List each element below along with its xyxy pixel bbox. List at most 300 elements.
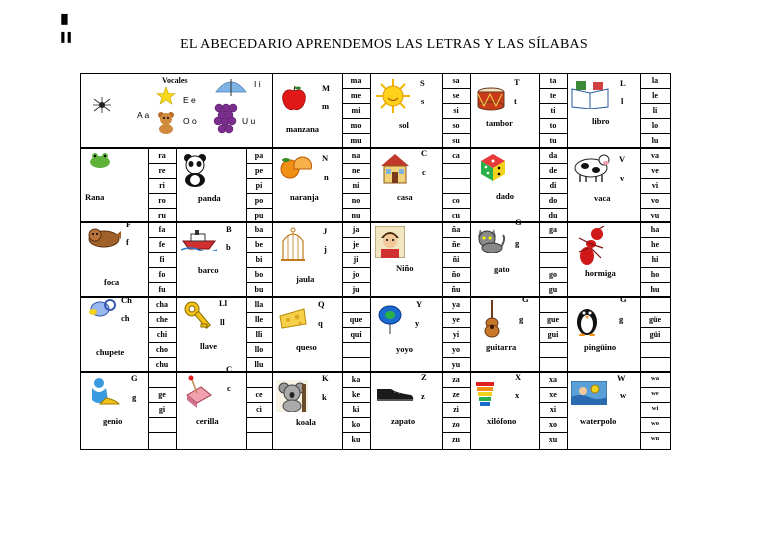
word-yoyo: yoyo <box>396 344 413 354</box>
syllable-gue-0: güe <box>649 315 661 324</box>
syllable-divider <box>539 252 567 253</box>
syllable-l-1: le <box>652 91 658 100</box>
word-dado: dado <box>496 191 514 201</box>
letter-ch-lower: ch <box>121 313 130 323</box>
syllable-divider <box>442 417 470 418</box>
seal-icon <box>86 225 122 249</box>
syllable-p-2: pi <box>255 181 263 190</box>
word-tambor: tambor <box>486 118 513 128</box>
vowel-u: U u <box>242 116 256 126</box>
syllable-divider <box>246 312 272 313</box>
syllable-divider <box>148 417 176 418</box>
letter-f-upper: F <box>126 219 132 229</box>
syllable-ll-4: llu <box>254 360 264 369</box>
vowel-i: I i <box>254 79 261 89</box>
syllable-divider <box>342 402 370 403</box>
syllable-divider <box>640 193 670 194</box>
syllable-divider <box>539 432 567 433</box>
syllable-h-1: he <box>651 240 659 249</box>
syllable-divider <box>640 133 670 134</box>
syllable-divider <box>442 118 470 119</box>
syllable-divider <box>342 252 370 253</box>
syllable-divider <box>148 252 176 253</box>
syllable-j-4: ju <box>352 285 360 294</box>
syllable-gu-1: gui <box>547 330 559 339</box>
syllable-divider <box>442 88 470 89</box>
letter-g-lower-genio: g <box>132 392 137 402</box>
letter-y-upper: Y <box>416 299 423 309</box>
syllable-t-1: te <box>549 91 557 100</box>
syllable-p-3: po <box>254 196 264 205</box>
syllable-b-4: bu <box>254 285 264 294</box>
syllable-y-3: yo <box>452 345 460 354</box>
cat-icon <box>474 227 506 253</box>
syllable-t-0: ta <box>549 76 557 85</box>
syllable-divider <box>342 312 370 313</box>
syllable-g-0: ge <box>158 390 166 399</box>
word-pinguino: pingüino <box>584 342 617 352</box>
syllable-divider <box>442 357 470 358</box>
syllable-divider <box>246 357 272 358</box>
letter-t-lower: t <box>514 96 517 106</box>
letter-l-lower: l <box>621 96 624 106</box>
letter-c-upper: C <box>421 148 428 158</box>
word-guitarra: guitarra <box>486 342 517 352</box>
letter-w-upper: W <box>617 373 626 383</box>
syllable-divider <box>539 118 567 119</box>
syllable-divider <box>539 402 567 403</box>
syllable-divider <box>246 208 272 209</box>
letter-ll-upper: Ll <box>219 298 228 308</box>
syllable-divider <box>539 267 567 268</box>
syllable-divider <box>442 208 470 209</box>
syllable-f-1: fe <box>158 240 166 249</box>
umbrella-icon <box>214 76 248 96</box>
letter-c-upper-cerilla: C <box>226 364 233 374</box>
syllable-l-2: li <box>652 106 658 115</box>
syllable-j-2: ji <box>353 255 359 264</box>
syllable-divider <box>148 193 176 194</box>
syllable-divider <box>246 267 272 268</box>
word-waterpolo: waterpolo <box>580 416 617 426</box>
syllable-divider <box>342 208 370 209</box>
syllable-b-3: bo <box>254 270 264 279</box>
penguin-icon <box>574 304 600 336</box>
book-icon <box>570 79 610 109</box>
syllable-z-0: za <box>452 375 460 384</box>
syllable-n-2: ni <box>352 181 360 190</box>
syllable-c-0: ca <box>452 151 460 160</box>
syllable-l-0: la <box>651 76 659 85</box>
syllable-divider <box>148 237 176 238</box>
letter-q-lower: q <box>318 318 323 328</box>
syllable-z-4: zu <box>452 435 460 444</box>
syllable-r-0: ra <box>158 151 166 160</box>
syllable-z-1: ze <box>452 390 460 399</box>
spider-icon <box>93 96 111 114</box>
vowels-label: Vocales <box>162 76 188 85</box>
syllable-n-0: na <box>351 151 361 160</box>
syllable-k-4: ku <box>351 435 361 444</box>
letter-q-upper: Q <box>318 299 325 309</box>
syllable-divider <box>148 342 176 343</box>
syllable-divider <box>342 327 370 328</box>
syllable-g-0: ga <box>549 225 557 234</box>
syllable-ll-2: lli <box>255 330 263 339</box>
syllable-divider <box>342 342 370 343</box>
letter-v-lower: v <box>620 173 625 183</box>
syllable-divider <box>246 282 272 283</box>
waterpolo-icon <box>571 381 607 405</box>
word-vaca: vaca <box>594 193 611 203</box>
syllable-h-4: hu <box>650 285 660 294</box>
syllable-f-3: fo <box>158 270 166 279</box>
syllable-divider <box>342 88 370 89</box>
syllable-divider <box>640 178 670 179</box>
letter-g-lower-guitarra: g <box>519 314 524 324</box>
letter-b-lower: b <box>226 242 231 252</box>
syllable-d-4: du <box>548 211 558 220</box>
syllable-z-3: zo <box>452 420 460 429</box>
syllable-divider <box>246 342 272 343</box>
syllable-divider <box>539 103 567 104</box>
syllable-divider <box>442 402 470 403</box>
syllable-t-3: to <box>549 121 557 130</box>
syllable-h-2: hi <box>651 255 659 264</box>
syllable-s-4: su <box>452 136 460 145</box>
syllable-divider <box>539 282 567 283</box>
letter-ch-upper: Ch <box>121 295 132 305</box>
letter-n-upper: N <box>322 153 329 163</box>
syllable-s-1: se <box>452 91 460 100</box>
word-cerilla: cerilla <box>196 416 219 426</box>
syllable-ll-0: lla <box>254 300 264 309</box>
syllable-y-2: yi <box>452 330 460 339</box>
letter-j-lower: j <box>324 244 327 254</box>
syllable-divider <box>246 387 272 388</box>
syllable-v-2: vi <box>651 181 659 190</box>
syllable-divider <box>442 432 470 433</box>
syllable-divider <box>442 252 470 253</box>
star-icon <box>156 86 176 106</box>
letter-g-upper-genio: G <box>131 373 138 383</box>
word-casa: casa <box>397 192 413 202</box>
shoe-icon <box>375 383 415 403</box>
syllable-b-2: bi <box>255 255 263 264</box>
syllable-divider <box>640 417 670 418</box>
syllable-divider <box>640 103 670 104</box>
syllable-c-2: cu <box>452 211 460 220</box>
letter-z-lower: z <box>421 391 425 401</box>
word-sol: sol <box>399 120 409 130</box>
syllable-m-3: mo <box>350 121 362 130</box>
teddy-bear-icon <box>156 110 176 134</box>
syllable-k-1: ke <box>352 390 360 399</box>
apple-icon <box>280 84 308 112</box>
letter-v-upper: V <box>619 154 626 164</box>
syllable-divider <box>246 163 272 164</box>
syllable-ny-2: ñi <box>452 255 460 264</box>
genie-icon <box>86 376 120 406</box>
matchbox-icon <box>183 375 213 409</box>
syllable-divider <box>442 327 470 328</box>
syllable-divider <box>539 208 567 209</box>
syllable-divider <box>640 387 670 388</box>
word-foca: foca <box>104 277 120 287</box>
syllable-divider <box>640 208 670 209</box>
syllable-divider <box>246 193 272 194</box>
syllable-divider <box>148 267 176 268</box>
syllable-divider <box>442 282 470 283</box>
syllable-d-2: di <box>549 181 557 190</box>
word-panda: panda <box>198 193 221 203</box>
syllable-p-0: pa <box>254 151 264 160</box>
syllable-t-2: ti <box>550 106 556 115</box>
syllable-divider <box>640 342 670 343</box>
syllable-k-3: ko <box>351 420 361 429</box>
syllable-w-1: we <box>651 390 659 397</box>
word-libro: libro <box>592 116 610 126</box>
syllable-divider <box>246 417 272 418</box>
syllable-divider <box>442 342 470 343</box>
syllable-divider <box>342 103 370 104</box>
syllable-divider <box>539 312 567 313</box>
word-chupete: chupete <box>96 347 125 357</box>
syllable-q-0: que <box>349 315 363 324</box>
syllable-v-1: ve <box>651 166 659 175</box>
syllable-s-2: si <box>453 106 459 115</box>
letter-j-upper: J <box>323 226 328 236</box>
syllable-divider <box>442 237 470 238</box>
syllable-v-0: va <box>651 151 659 160</box>
syllable-x-0: xa <box>549 375 557 384</box>
syllable-divider <box>342 417 370 418</box>
syllable-g-1: gi <box>158 405 166 414</box>
letter-m-lower: m <box>322 101 330 111</box>
syllable-h-0: ha <box>650 225 660 234</box>
syllable-divider <box>640 282 670 283</box>
syllable-ch-2: chi <box>156 330 168 339</box>
panda-icon <box>180 152 210 188</box>
syllable-y-4: yu <box>451 360 461 369</box>
boat-icon <box>181 229 217 251</box>
syllable-y-1: ye <box>452 315 460 324</box>
syllable-f-2: fi <box>159 255 165 264</box>
syllable-divider <box>640 432 670 433</box>
syllable-divider <box>148 282 176 283</box>
guitar-icon <box>484 300 500 338</box>
syllable-divider <box>640 312 670 313</box>
ant-icon <box>575 226 607 268</box>
syllable-divider <box>148 163 176 164</box>
letter-s-upper: S <box>420 78 425 88</box>
syllable-divider <box>442 133 470 134</box>
syllable-w-2: wi <box>651 405 659 412</box>
letter-g-lower-pinguino: g <box>619 314 624 324</box>
syllable-b-0: ba <box>254 225 264 234</box>
syllable-x-1: xe <box>549 390 557 399</box>
syllable-v-4: vu <box>650 211 660 220</box>
syllable-p-4: pu <box>254 211 264 220</box>
letter-b-upper: B <box>226 224 232 234</box>
syllable-divider <box>342 282 370 283</box>
letter-z-upper: Z <box>421 372 427 382</box>
letter-ll-lower: ll <box>220 317 225 327</box>
syllable-divider <box>640 357 670 358</box>
syllable-divider <box>640 327 670 328</box>
syllable-ch-4: chu <box>155 360 169 369</box>
syllable-divider <box>539 387 567 388</box>
syllable-ny-1: ñe <box>452 240 460 249</box>
letter-g-upper-pinguino: G <box>620 294 627 304</box>
syllable-r-1: re <box>158 166 166 175</box>
syllable-divider <box>342 163 370 164</box>
letter-x-lower: x <box>515 390 520 400</box>
syllable-divider <box>148 357 176 358</box>
syllable-ch-0: cha <box>156 300 168 309</box>
syllable-x-2: xi <box>549 405 557 414</box>
syllable-divider <box>539 237 567 238</box>
syllable-divider <box>148 387 176 388</box>
syllable-divider <box>539 342 567 343</box>
syllable-n-1: ne <box>352 166 360 175</box>
syllable-m-0: ma <box>350 76 362 85</box>
syllable-l-4: lu <box>651 136 659 145</box>
syllable-divider <box>246 252 272 253</box>
letter-k-upper: K <box>322 373 329 383</box>
syllable-divider <box>246 327 272 328</box>
syllable-divider <box>342 178 370 179</box>
xylophone-icon <box>474 380 496 410</box>
syllable-divider <box>442 312 470 313</box>
syllable-ny-3: ño <box>451 270 461 279</box>
syllable-n-4: nu <box>351 211 361 220</box>
word-jaula: jaula <box>296 274 315 284</box>
syllable-s-3: so <box>452 121 460 130</box>
syllable-m-4: mu <box>350 136 362 145</box>
letter-g-upper-gato: G <box>515 217 522 227</box>
syllable-j-1: je <box>352 240 360 249</box>
syllable-x-4: xu <box>548 435 558 444</box>
syllable-p-1: pe <box>255 166 263 175</box>
letter-m-upper: M <box>322 83 331 93</box>
syllable-divider <box>640 163 670 164</box>
corner-mark: ▐▌ <box>58 14 71 24</box>
syllable-r-4: ru <box>158 211 166 220</box>
letter-s-lower: s <box>421 96 425 106</box>
syllable-divider <box>640 88 670 89</box>
key-icon <box>183 300 211 334</box>
syllable-w-3: wo <box>651 420 659 427</box>
vowel-o: O o <box>183 116 197 126</box>
syllable-r-3: ro <box>158 196 166 205</box>
word-queso: queso <box>296 342 317 352</box>
syllable-q-1: qui <box>350 330 362 339</box>
syllable-divider <box>539 163 567 164</box>
syllable-b-1: be <box>255 240 263 249</box>
syllable-divider <box>539 178 567 179</box>
syllable-divider <box>342 193 370 194</box>
syllable-divider <box>640 237 670 238</box>
syllable-w-4: wu <box>650 435 660 442</box>
cow-icon <box>571 150 611 184</box>
house-icon <box>380 153 410 185</box>
syllable-d-0: da <box>548 151 558 160</box>
word-naranja: naranja <box>290 192 319 202</box>
letter-c-lower: c <box>422 167 426 177</box>
letter-k-lower: k <box>322 392 327 402</box>
syllable-divider <box>246 237 272 238</box>
syllable-divider <box>640 118 670 119</box>
page-title: EL ABECEDARIO APRENDEMOS LAS LETRAS Y LAS SÍLABAS <box>180 37 588 52</box>
syllable-l-3: lo <box>651 121 659 130</box>
frog-icon <box>88 151 112 169</box>
syllable-c-1: ci <box>256 405 262 414</box>
vowel-a: A a <box>137 110 150 120</box>
syllable-divider <box>148 432 176 433</box>
syllable-k-2: ki <box>352 405 360 414</box>
word-rana: Rana <box>85 192 105 202</box>
syllable-t-4: tu <box>549 136 557 145</box>
syllable-divider <box>246 402 272 403</box>
syllable-v-3: vo <box>651 196 659 205</box>
syllable-divider <box>539 88 567 89</box>
syllable-divider <box>246 178 272 179</box>
syllable-d-1: de <box>549 166 557 175</box>
syllable-divider <box>640 252 670 253</box>
orange-icon <box>278 156 312 180</box>
letter-n-lower: n <box>324 172 329 182</box>
syllable-divider <box>148 312 176 313</box>
syllable-divider <box>442 103 470 104</box>
syllable-j-0: ja <box>352 225 360 234</box>
syllable-f-4: fu <box>158 285 166 294</box>
syllable-divider <box>342 118 370 119</box>
syllable-divider <box>640 267 670 268</box>
syllable-x-3: xo <box>549 420 557 429</box>
letter-g-lower-gato: g <box>515 238 520 248</box>
syllable-divider <box>342 357 370 358</box>
syllable-divider <box>442 163 470 164</box>
letter-w-lower: w <box>620 390 627 400</box>
syllable-divider <box>148 402 176 403</box>
syllable-ny-4: ñu <box>451 285 461 294</box>
syllable-divider <box>539 357 567 358</box>
letter-t-upper: T <box>514 77 520 87</box>
syllable-y-0: ya <box>452 300 460 309</box>
vowel-e: E e <box>183 95 196 105</box>
sun-icon <box>375 78 411 114</box>
letter-c-lower-cerilla: c <box>227 383 231 393</box>
syllable-ll-3: llo <box>254 345 264 354</box>
syllable-divider <box>640 402 670 403</box>
word-gato: gato <box>494 264 510 274</box>
word-hormiga: hormiga <box>585 268 616 278</box>
syllable-d-3: do <box>548 196 558 205</box>
word-xilofono: xilófono <box>487 416 517 426</box>
dice-icon <box>478 152 508 182</box>
syllable-gue-1: güi <box>649 330 661 339</box>
syllable-ny-0: ña <box>451 225 461 234</box>
word-zapato: zapato <box>391 416 416 426</box>
syllable-divider <box>148 178 176 179</box>
letter-x-upper: X <box>515 372 522 382</box>
word-koala: koala <box>296 417 316 427</box>
syllable-divider <box>342 237 370 238</box>
word-genio: genio <box>103 416 123 426</box>
syllable-divider <box>148 327 176 328</box>
syllable-divider <box>342 387 370 388</box>
